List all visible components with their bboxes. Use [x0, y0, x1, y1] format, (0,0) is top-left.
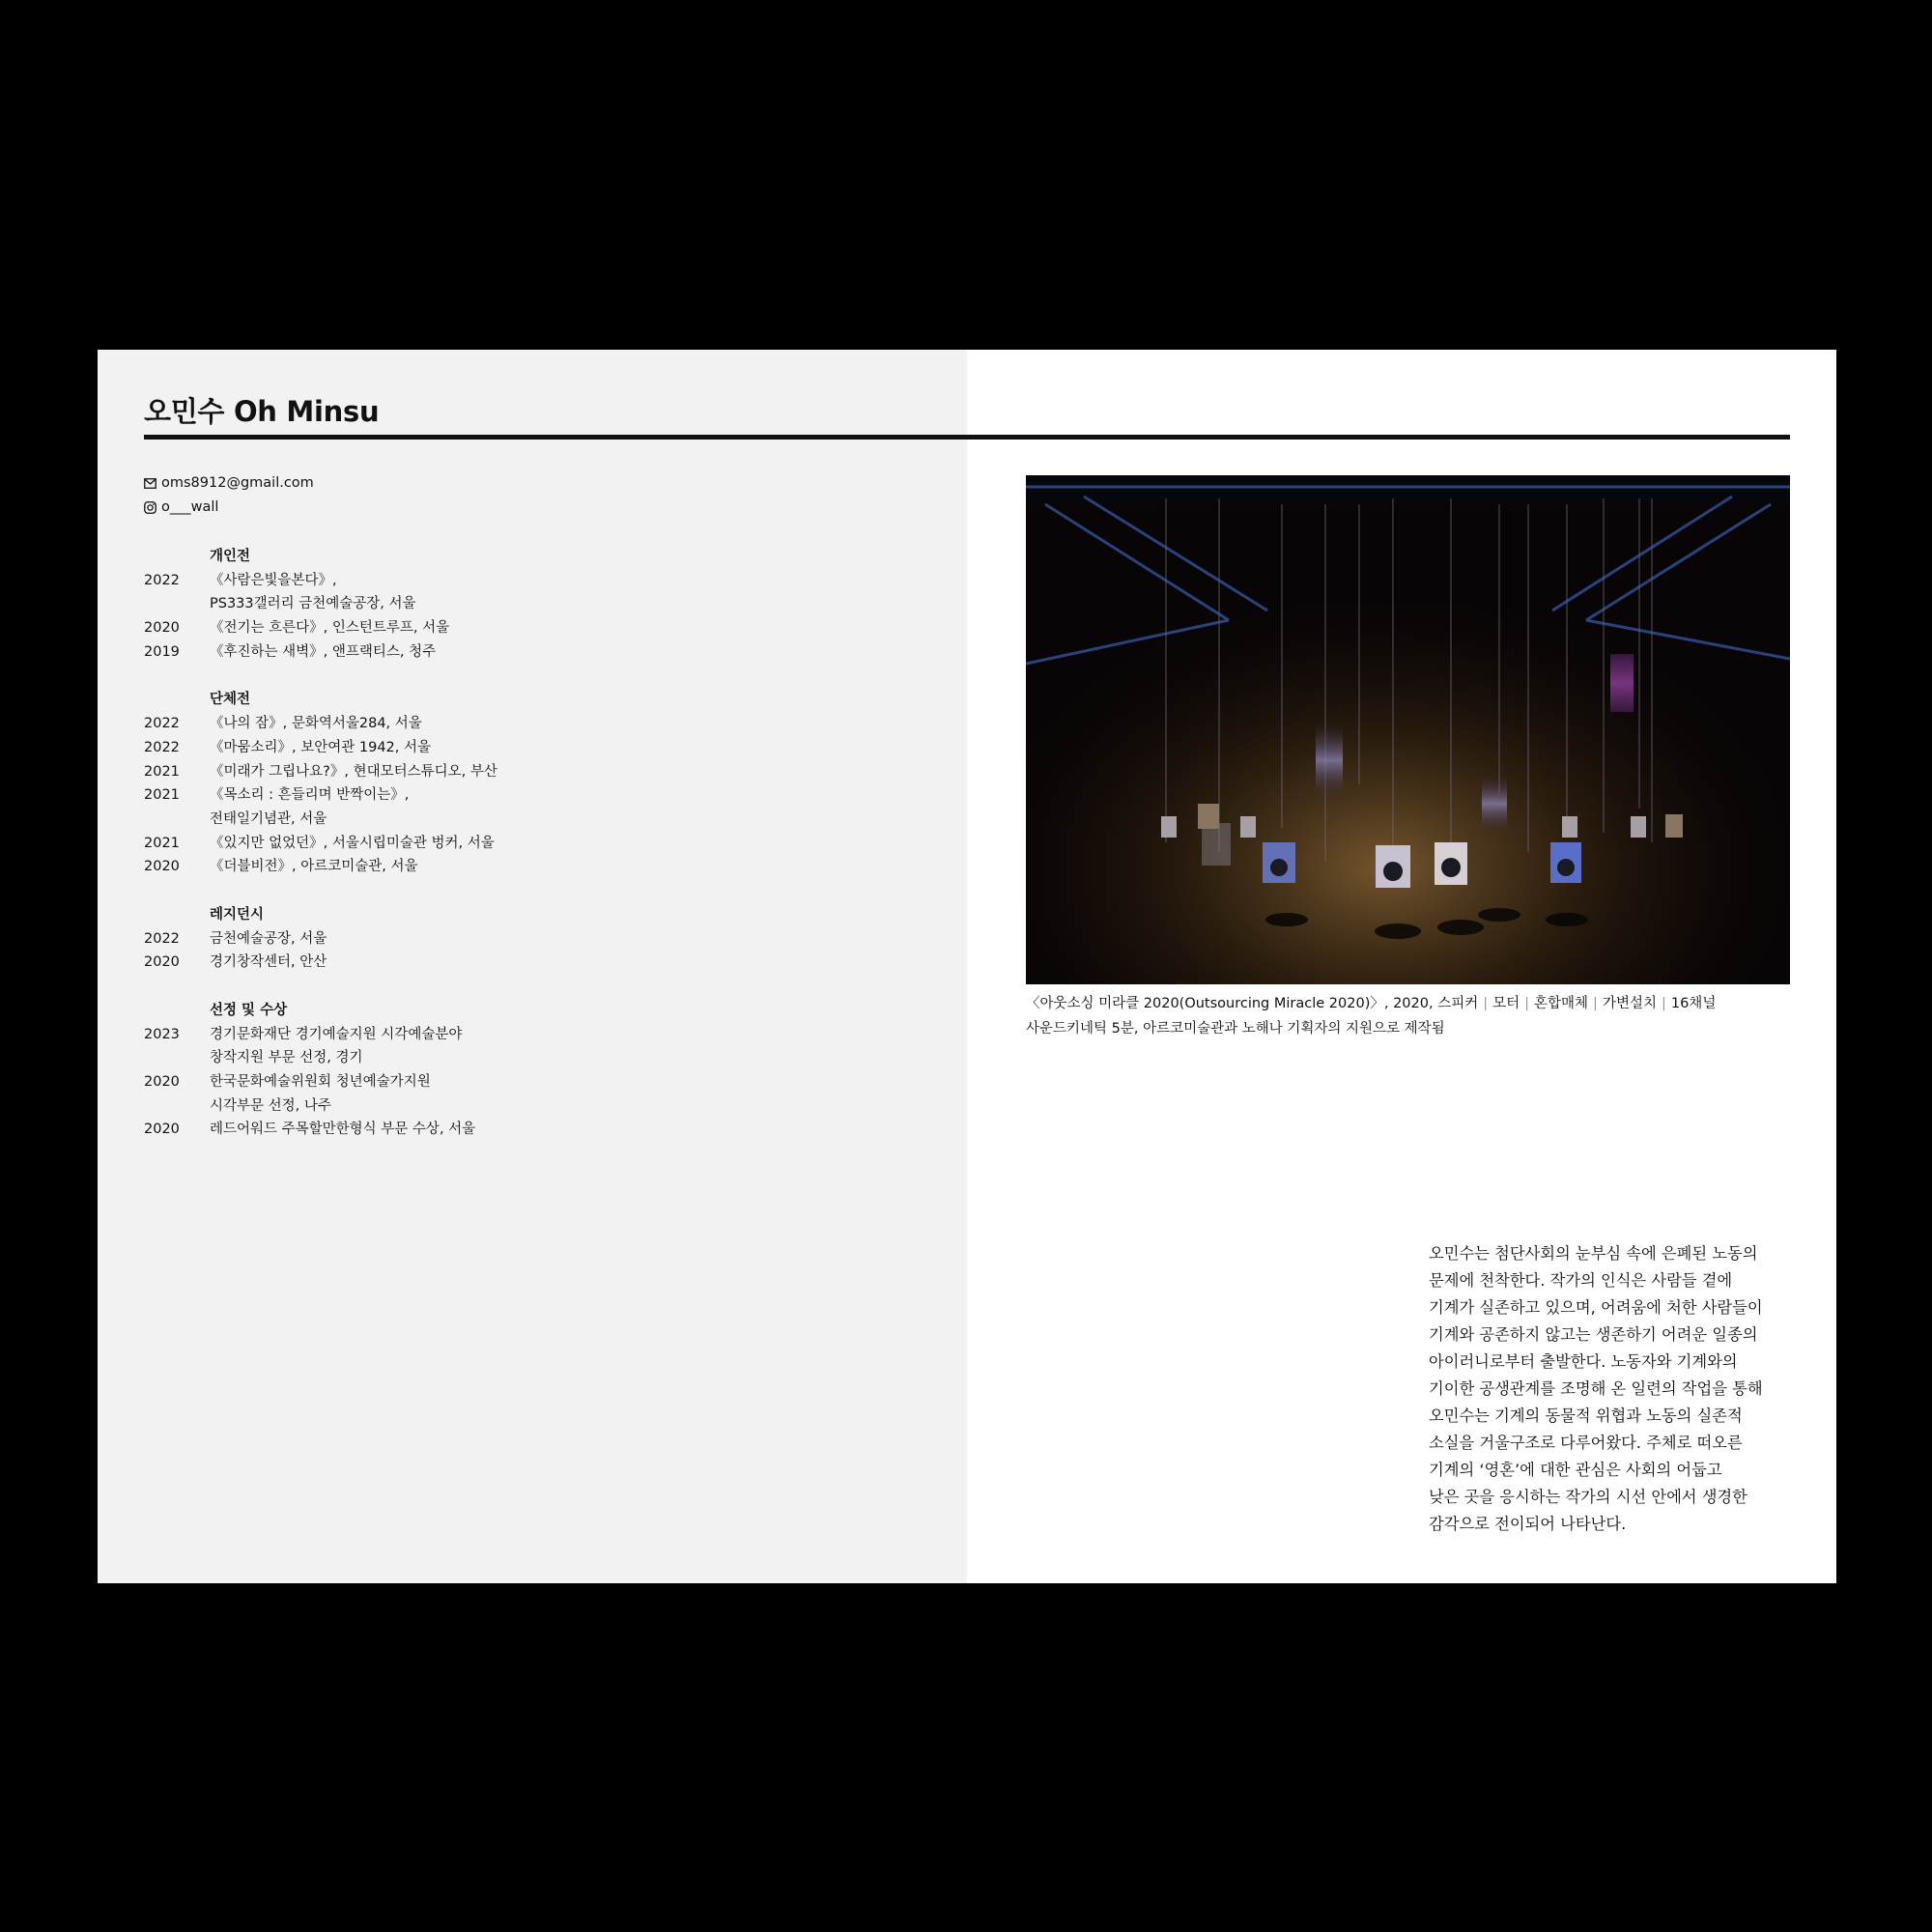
statement-line: 오민수는 기계의 동물적 위협과 노동의 실존적: [1429, 1406, 1743, 1425]
cv-entry: 전태일기념관, 서울: [210, 810, 327, 827]
left-page: [98, 350, 967, 1583]
section-title-awards: 선정 및 수상: [210, 1003, 288, 1018]
cv-year: 2021: [144, 835, 180, 851]
cv-list: [144, 545, 497, 1166]
cv-entry: 《더블비전》, 아르코미술관, 서울: [210, 859, 418, 875]
cv-row: [144, 927, 497, 952]
statement-line: 기계가 실존하고 있으며, 어려움에 처한 사람들이: [1429, 1298, 1763, 1317]
section-title-residency: 레지던시: [210, 906, 265, 923]
caption-channels: 16채널: [1670, 996, 1717, 1011]
caption-material: 모터: [1492, 996, 1520, 1011]
catalog-spread: [98, 350, 1836, 1583]
cv-year: 2020: [144, 859, 180, 875]
caption-line-2: 사운드키네틱 5분, 아르코미술관과 노해나 기획자의 지원으로 제작됨: [1026, 1021, 1445, 1037]
cv-year: [144, 1046, 210, 1070]
cv-row: [144, 616, 497, 640]
caption-title: 〈아웃소싱 미라클 2020(Outsourcing Miracle 2020)〉, 2020, 스피커: [1026, 996, 1479, 1011]
cv-entry: 레드어워드 주목할만한형식 부문 수상, 서울: [210, 1122, 476, 1138]
cv-entry: 《마뭄소리》, 보안여관 1942, 서울: [210, 739, 432, 755]
cv-row: [144, 783, 497, 808]
cv-year: [144, 808, 210, 832]
caption-dimensions: 가변설치: [1602, 996, 1657, 1011]
caption-separator: |: [1593, 996, 1598, 1011]
cv-entry: 《있지만 없었던》, 서울시립미술관 벙커, 서울: [210, 835, 495, 851]
cv-section-solo: [144, 545, 497, 664]
cv-entry: 시각부문 선정, 나주: [210, 1097, 331, 1114]
section-title-solo: 개인전: [210, 549, 251, 564]
artist-name: 오민수 Oh Minsu: [144, 395, 380, 428]
cv-year: 2021: [144, 787, 180, 804]
cv-year: 2022: [144, 716, 180, 732]
cv-section-residency: [144, 903, 497, 975]
cv-entry: 한국문화예술위원회 청년예술가지원: [210, 1074, 431, 1091]
cv-year: 2021: [144, 763, 180, 780]
cv-year: 2022: [144, 572, 180, 588]
cv-row: [144, 760, 497, 784]
cv-row: [144, 1118, 497, 1142]
artist-statement: [1429, 1240, 1796, 1538]
cv-section-awards: [144, 999, 497, 1142]
statement-line: 낮은 곳을 응시하는 작가의 시선 안에서 생경한: [1429, 1488, 1747, 1506]
title-rule: [144, 435, 1790, 440]
cv-entry: 경기문화재단 경기예술지원 시각예술분야: [210, 1026, 463, 1042]
cv-year: 2020: [144, 1122, 180, 1138]
caption-material: 혼합매체: [1534, 996, 1589, 1011]
cv-row: [144, 569, 497, 593]
cv-row: [144, 640, 497, 665]
statement-line: 기계와 공존하지 않고는 생존하기 어려운 일종의: [1429, 1325, 1758, 1344]
mail-icon: [144, 478, 156, 489]
statement-line: 오민수는 첨단사회의 눈부심 속에 은폐된 노동의: [1429, 1244, 1758, 1263]
cv-entry: 창작지원 부문 선정, 경기: [210, 1050, 363, 1066]
cv-entry: 경기창작센터, 안산: [210, 954, 327, 971]
cv-row: [144, 592, 497, 616]
cv-entry: 금천예술공장, 서울: [210, 930, 327, 947]
cv-section-group: [144, 688, 497, 879]
instagram-contact[interactable]: [144, 496, 314, 520]
cv-entry: 《후진하는 새벽》, 앤프랙티스, 청주: [210, 643, 437, 660]
cv-entry: 《사람은빛을본다》,: [210, 572, 337, 588]
installation-photo: [1026, 475, 1790, 984]
instagram-handle: o___wall: [161, 499, 219, 515]
caption-separator: |: [1483, 996, 1489, 1011]
cv-row: [144, 1094, 497, 1119]
email-contact[interactable]: [144, 471, 314, 496]
cv-entry: 《미래가 그립나요?》, 현대모터스튜디오, 부산: [210, 763, 497, 780]
statement-line: 감각으로 전이되어 나타난다.: [1429, 1515, 1627, 1533]
caption-line-1: [1026, 991, 1716, 1016]
statement-line: 문제에 천착한다. 작가의 인식은 사람들 곁에: [1429, 1271, 1733, 1290]
cv-year: [144, 1094, 210, 1119]
cv-entry: PS333갤러리 금천예술공장, 서울: [210, 596, 416, 612]
email-address: oms8912@gmail.com: [161, 475, 314, 491]
cv-year: 2023: [144, 1026, 180, 1042]
cv-row: [144, 951, 497, 975]
statement-line: 아이러니로부터 출발한다. 노동자와 기계와의: [1429, 1352, 1738, 1371]
cv-year: [144, 592, 210, 616]
cv-entry: 《전기는 흐른다》, 인스턴트루프, 서울: [210, 620, 450, 637]
cv-row: [144, 1023, 497, 1047]
cv-row: [144, 1070, 497, 1094]
cv-entry: 《나의 잠》, 문화역서울284, 서울: [210, 716, 422, 732]
cv-row: [144, 736, 497, 760]
cv-year: 2020: [144, 954, 180, 971]
cv-year: 2022: [144, 739, 180, 755]
contact-info: [144, 471, 314, 520]
cv-year: 2019: [144, 643, 180, 660]
cv-year: 2020: [144, 620, 180, 637]
cv-entry: 《목소리 : 흔들리며 반짝이는》,: [210, 787, 410, 804]
cv-row: [144, 832, 497, 856]
cv-year: 2020: [144, 1074, 180, 1091]
statement-line: 기이한 공생관계를 조명해 온 일련의 작업을 통해: [1429, 1379, 1763, 1398]
cv-row: [144, 712, 497, 736]
cv-row: [144, 1046, 497, 1070]
caption-separator: |: [1524, 996, 1530, 1011]
statement-line: 소실을 거울구조로 다루어왔다. 주체로 떠오른: [1429, 1434, 1743, 1452]
cv-row: [144, 808, 497, 832]
cv-year: 2022: [144, 930, 180, 947]
section-title-group: 단체전: [210, 692, 251, 708]
statement-line: 기계의 ‘영혼’에 대한 관심은 사회의 어둡고: [1429, 1461, 1722, 1479]
artwork-caption: [1026, 991, 1716, 1041]
instagram-icon: [144, 501, 156, 514]
cv-row: [144, 855, 497, 879]
right-page: [967, 350, 1836, 1583]
caption-separator: |: [1661, 996, 1666, 1011]
